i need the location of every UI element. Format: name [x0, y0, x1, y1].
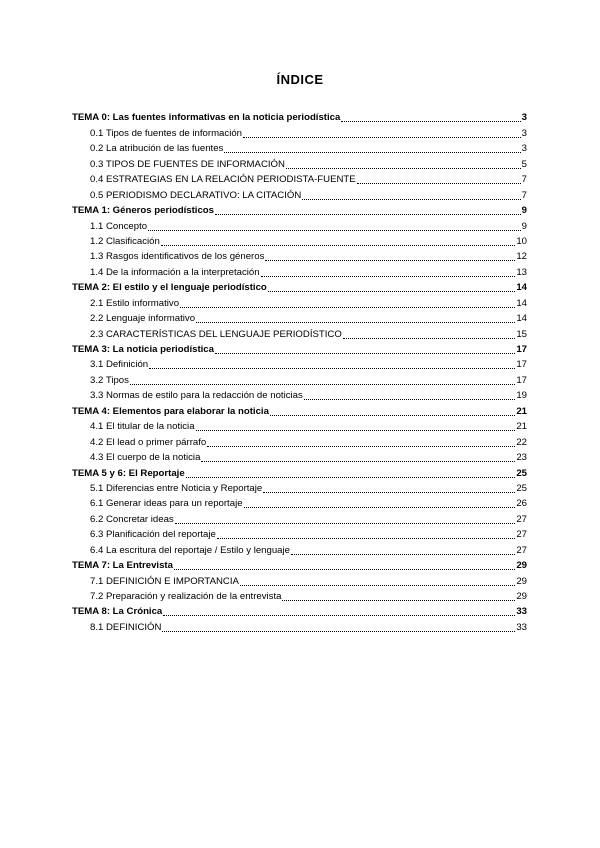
dot-leader	[163, 614, 515, 616]
toc-entry-label: 6.4 La escritura del reportaje / Estilo y lenguaje	[90, 544, 290, 556]
toc-section-entry[interactable]	[72, 572, 527, 587]
table-of-contents	[72, 109, 527, 634]
toc-entry-label: 6.1 Generar ideas para un reportaje	[90, 498, 243, 510]
toc-section-entry[interactable]	[72, 418, 527, 433]
toc-entry-label: 2.2 Lenguaje informativo	[90, 313, 196, 325]
toc-section-entry[interactable]	[72, 480, 527, 495]
toc-entry-page-number: 9	[521, 220, 527, 232]
toc-section-entry[interactable]	[72, 449, 527, 464]
toc-section-entry[interactable]	[72, 155, 527, 170]
toc-entry-label: TEMA 4: Elementos para elaborar la noticia	[72, 405, 269, 417]
toc-section-entry[interactable]	[72, 356, 527, 371]
dot-leader	[291, 553, 515, 555]
dot-leader	[162, 630, 515, 632]
toc-section-entry[interactable]	[72, 171, 527, 186]
toc-entry-label: 1.3 Rasgos identificativos de los géneros	[90, 251, 265, 263]
toc-chapter-entry[interactable]	[72, 202, 527, 217]
toc-entry-page-number: 25	[516, 482, 527, 494]
toc-entry-label: 0.2 La atribución de las fuentes	[90, 143, 224, 155]
dot-leader	[265, 259, 515, 261]
toc-entry-label: 2.3 CARACTERÍSTICAS DEL LENGUAJE PERIODÍSTICO	[90, 328, 342, 340]
toc-entry-page-number: 19	[516, 390, 527, 402]
dot-leader	[282, 599, 515, 601]
toc-section-entry[interactable]	[72, 124, 527, 139]
toc-entry-label: 3.3 Normas de estilo para la redacción de noticias	[90, 390, 303, 402]
toc-entry-label: 0.1 Tipos de fuentes de información	[90, 127, 242, 139]
toc-entry-label: 6.3 Planificación del reportaje	[90, 529, 216, 541]
dot-leader	[243, 136, 521, 138]
toc-section-entry[interactable]	[72, 495, 527, 510]
dot-leader	[196, 429, 516, 431]
toc-chapter-entry[interactable]	[72, 341, 527, 356]
dot-leader	[174, 568, 515, 570]
toc-entry-label: 6.2 Concretar ideas	[90, 513, 174, 525]
toc-entry-page-number: 14	[516, 297, 527, 309]
toc-entry-page-number: 3	[521, 127, 527, 139]
toc-entry-label: TEMA 2: El estilo y el lenguaje periodístico	[72, 282, 267, 294]
toc-entry-page-number: 15	[516, 328, 527, 340]
dot-leader	[240, 584, 515, 586]
page-title: ÍNDICE	[276, 72, 324, 87]
toc-entry-label: 0.3 TIPOS DE FUENTES DE INFORMACIÓN	[90, 158, 285, 170]
toc-entry-label: 3.1 Definición	[90, 359, 149, 371]
dot-leader	[261, 275, 516, 277]
toc-entry-label: TEMA 1: Géneros periodísticos	[72, 205, 214, 217]
dot-leader	[341, 120, 520, 122]
toc-entry-page-number: 7	[521, 189, 527, 201]
toc-section-entry[interactable]	[72, 541, 527, 556]
dot-leader	[186, 476, 516, 478]
toc-entry-label: 2.1 Estilo informativo	[90, 297, 180, 309]
toc-entry-page-number: 3	[521, 143, 527, 155]
toc-entry-page-number: 21	[516, 405, 527, 417]
toc-entry-label: 8.1 DEFINICIÓN	[90, 621, 162, 633]
toc-entry-page-number: 23	[516, 452, 527, 464]
toc-entry-page-number: 9	[521, 205, 527, 217]
toc-entry-page-number: 17	[516, 344, 527, 355]
toc-chapter-entry[interactable]	[72, 557, 527, 572]
dot-leader	[148, 229, 521, 231]
toc-entry-label: 1.2 Clasificación	[90, 235, 160, 247]
toc-entry-page-number: 14	[516, 282, 527, 294]
toc-entry-label: TEMA 8: La Crónica	[72, 606, 163, 618]
toc-entry-label: 4.2 El lead o primer párrafo	[90, 436, 207, 448]
toc-entry-page-number: 29	[516, 591, 527, 602]
toc-entry-label: TEMA 7: La Entrevista	[72, 560, 173, 572]
toc-entry-label: 7.2 Preparación y realización de la entrevista	[90, 591, 282, 602]
toc-entry-page-number: 27	[516, 544, 527, 556]
dot-leader	[244, 506, 516, 508]
toc-entry-page-number: 27	[516, 529, 527, 541]
toc-chapter-entry[interactable]	[72, 279, 527, 294]
dot-leader	[286, 167, 521, 169]
dot-leader	[149, 367, 515, 369]
toc-entry-page-number: 33	[516, 621, 527, 633]
toc-section-entry[interactable]	[72, 325, 527, 340]
toc-section-entry[interactable]	[72, 387, 527, 402]
toc-entry-page-number: 12	[516, 251, 527, 263]
toc-chapter-entry[interactable]	[72, 109, 527, 124]
toc-entry-page-number: 29	[516, 560, 527, 572]
dot-leader	[304, 398, 516, 400]
dot-leader	[196, 321, 515, 323]
dot-leader	[270, 414, 515, 416]
toc-entry-page-number: 27	[516, 513, 527, 525]
toc-entry-page-number: 21	[516, 421, 527, 433]
dot-leader	[224, 151, 520, 153]
toc-section-entry[interactable]	[72, 310, 527, 325]
toc-section-entry[interactable]	[72, 588, 527, 603]
toc-entry-page-number: 17	[516, 359, 527, 371]
toc-entry-label: TEMA 0: Las fuentes informativas en la noticia periodística	[72, 112, 341, 124]
toc-section-entry[interactable]	[72, 233, 527, 248]
toc-section-entry[interactable]	[72, 510, 527, 525]
dot-leader	[180, 306, 515, 308]
toc-entry-page-number: 5	[521, 158, 527, 170]
toc-entry-label: 7.1 DEFINICIÓN E IMPORTANCIA	[90, 575, 239, 587]
toc-section-entry[interactable]	[72, 263, 527, 278]
toc-entry-page-number: 3	[521, 112, 527, 124]
dot-leader	[215, 213, 521, 215]
toc-entry-page-number: 13	[516, 266, 527, 278]
toc-entry-label: 1.4 De la información a la interpretación	[90, 266, 260, 278]
toc-section-entry[interactable]	[72, 618, 527, 633]
toc-section-entry[interactable]	[72, 217, 527, 232]
toc-section-entry[interactable]	[72, 140, 527, 155]
dot-leader	[343, 337, 516, 339]
toc-entry-label: 4.1 El titular de la noticia	[90, 421, 195, 433]
toc-chapter-entry[interactable]	[72, 603, 527, 618]
dot-leader	[215, 352, 515, 354]
toc-entry-label: 0.4 ESTRATEGIAS EN LA RELACIÓN PERIODISTA-FUENTE	[90, 174, 356, 186]
toc-chapter-entry[interactable]	[72, 402, 527, 417]
toc-entry-label: 4.3 El cuerpo de la noticia	[90, 452, 201, 464]
dot-leader	[130, 383, 515, 385]
toc-entry-page-number: 10	[516, 235, 527, 247]
toc-entry-label: TEMA 3: La noticia periodística	[72, 344, 214, 355]
toc-section-entry[interactable]	[72, 294, 527, 309]
toc-entry-page-number: 14	[516, 313, 527, 325]
dot-leader	[302, 198, 520, 200]
dot-leader	[268, 290, 516, 292]
toc-entry-page-number: 33	[516, 606, 527, 618]
toc-chapter-entry[interactable]	[72, 464, 527, 479]
toc-section-entry[interactable]	[72, 248, 527, 263]
toc-entry-label: 3.2 Tipos	[90, 374, 129, 386]
dot-leader	[175, 522, 516, 524]
dot-leader	[207, 445, 515, 447]
toc-entry-page-number: 25	[516, 467, 527, 479]
toc-entry-label: TEMA 5 y 6: El Reportaje	[72, 467, 185, 479]
toc-section-entry[interactable]	[72, 186, 527, 201]
toc-entry-page-number: 17	[516, 374, 527, 386]
dot-leader	[217, 537, 515, 539]
toc-entry-label: 5.1 Diferencias entre Noticia y Reportaje	[90, 482, 263, 494]
dot-leader	[201, 460, 515, 462]
dot-leader	[263, 491, 515, 493]
toc-section-entry[interactable]	[72, 371, 527, 386]
dot-leader	[357, 182, 521, 184]
dot-leader	[161, 244, 515, 246]
toc-section-entry[interactable]	[72, 526, 527, 541]
toc-entry-page-number: 29	[516, 575, 527, 587]
toc-section-entry[interactable]	[72, 433, 527, 448]
toc-entry-label: 1.1 Concepto	[90, 220, 148, 232]
toc-entry-page-number: 26	[516, 498, 527, 510]
toc-entry-label: 0.5 PERIODISMO DECLARATIVO: LA CITACIÓN	[90, 189, 302, 201]
toc-entry-page-number: 22	[516, 436, 527, 448]
toc-entry-page-number: 7	[521, 174, 527, 186]
